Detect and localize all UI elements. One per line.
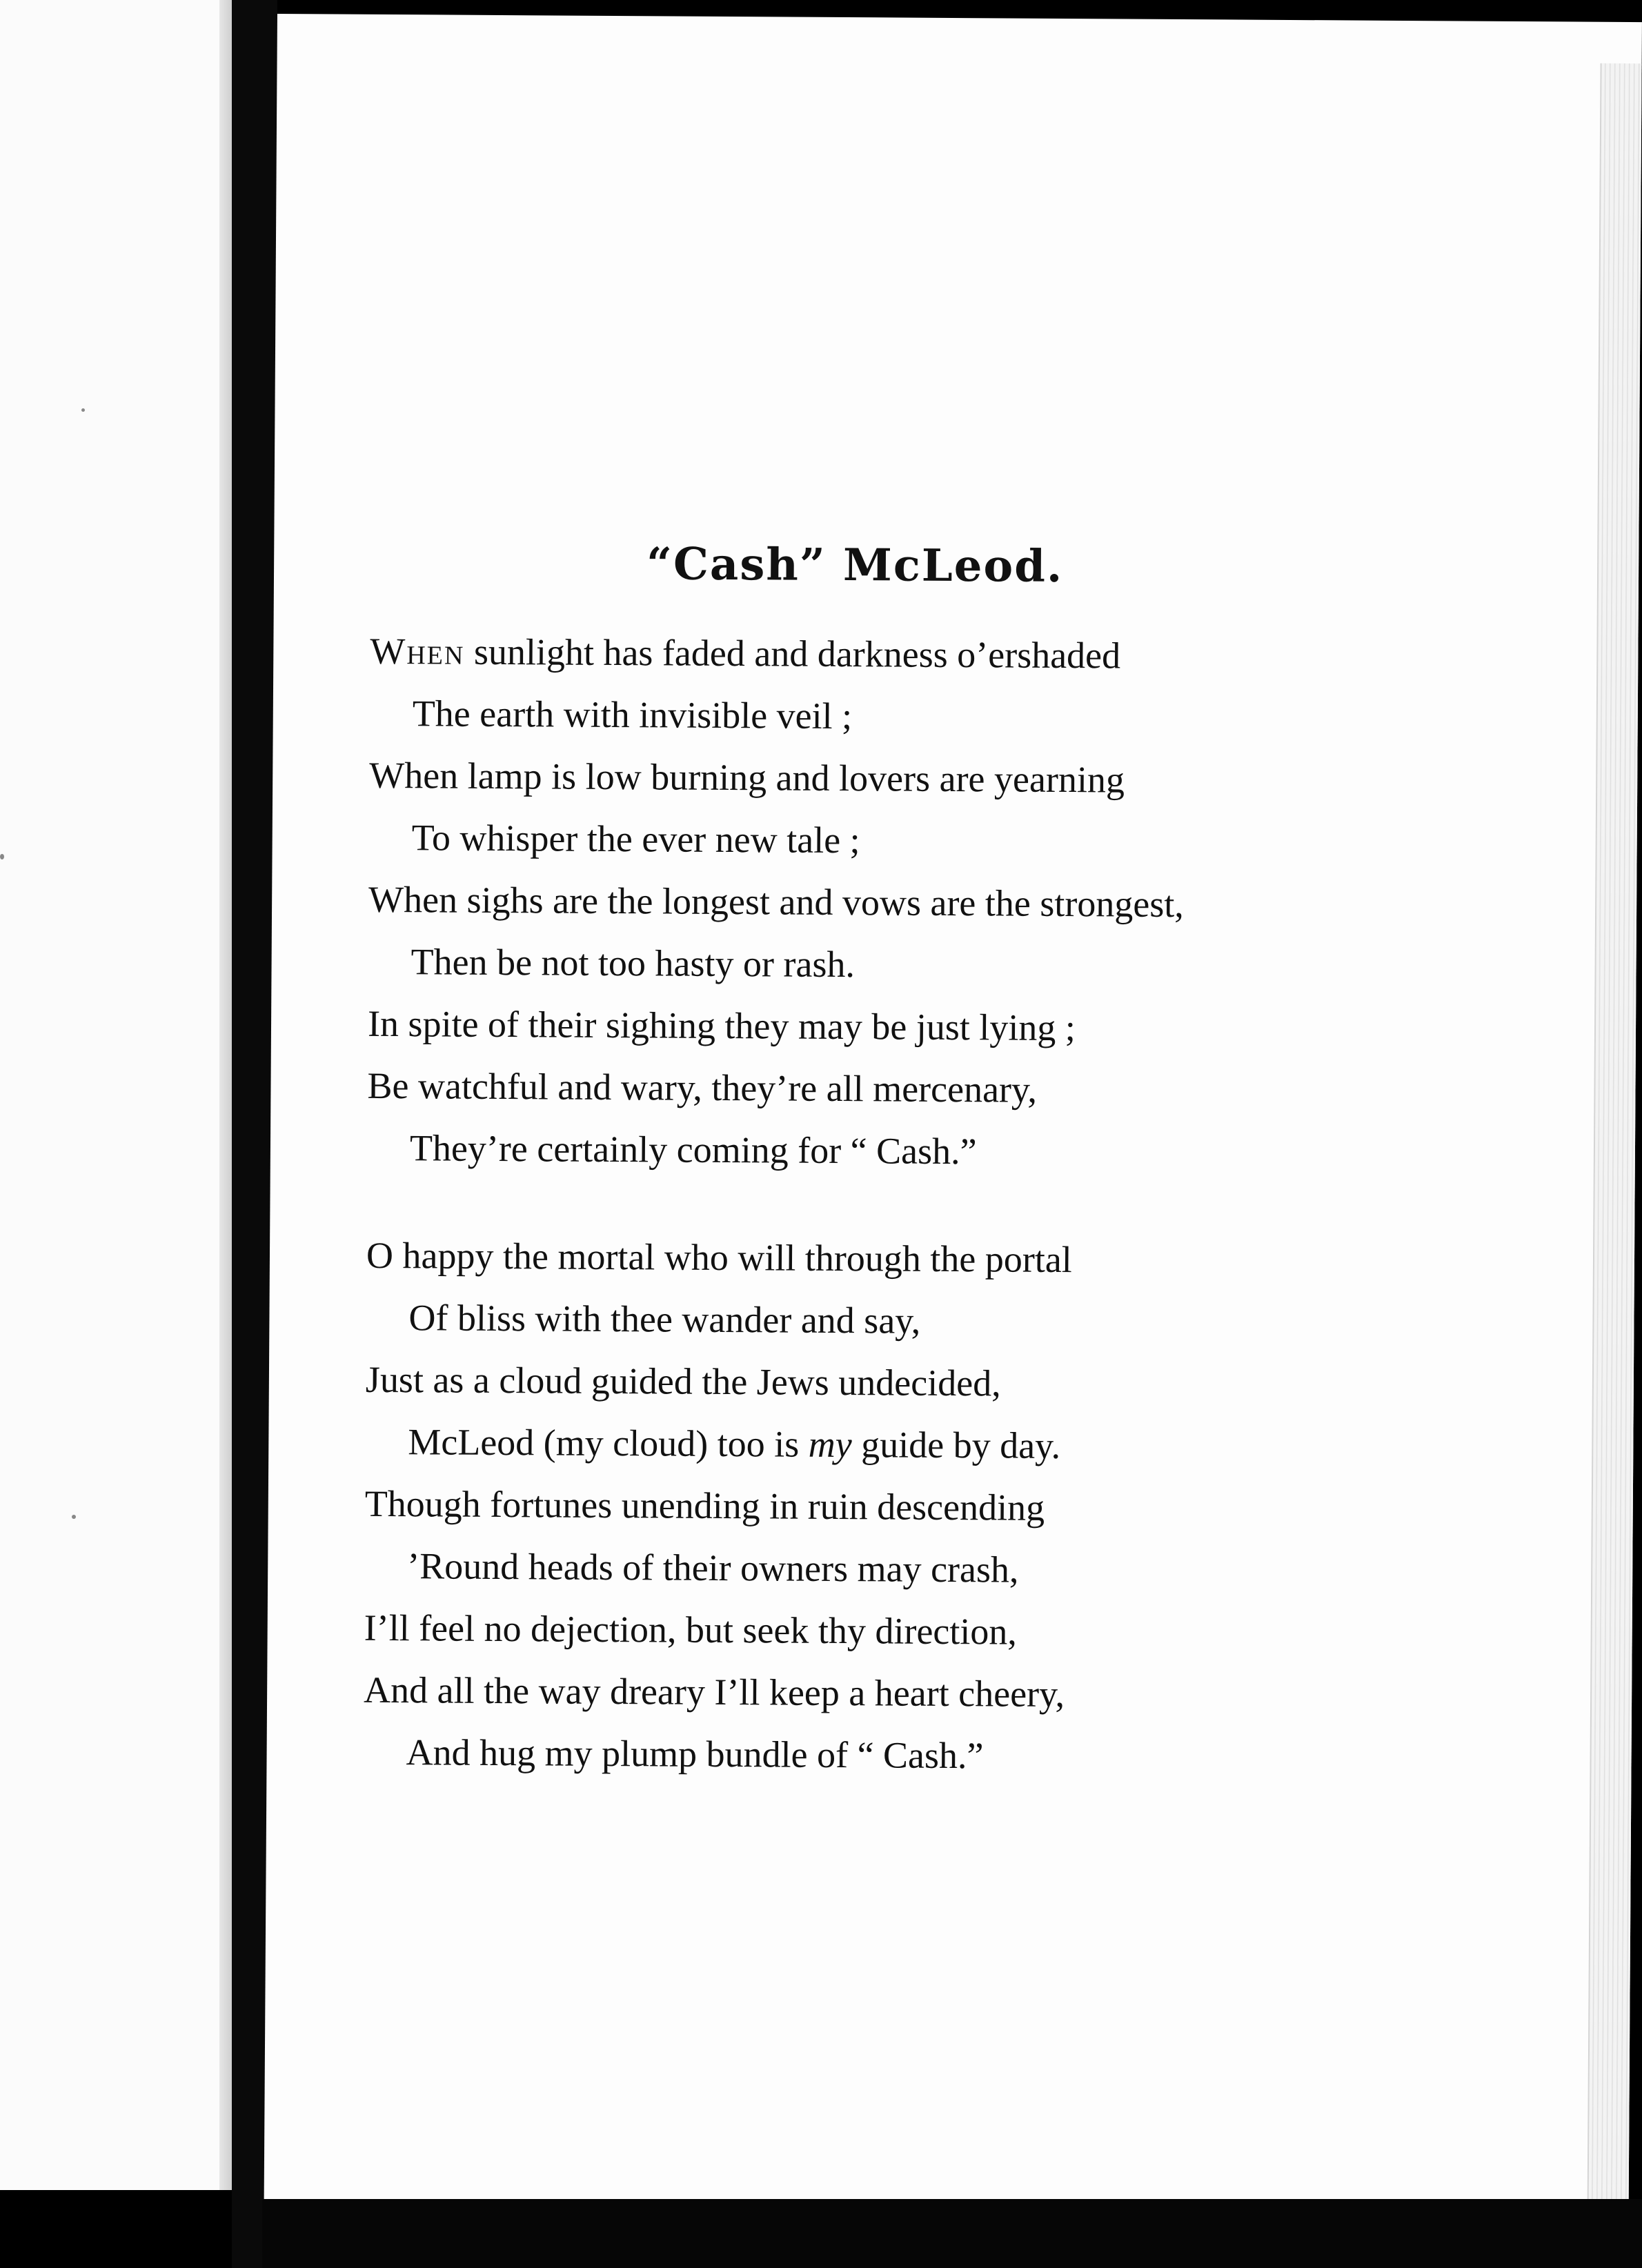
left-page [0, 0, 228, 2190]
poem-line: The earth with invisible veil ; [412, 693, 853, 737]
dust-speck [72, 1515, 76, 1519]
poem-line: And all the way dreary I’ll keep a heart cheery, [363, 1669, 1065, 1715]
line-text: guide by day. [851, 1424, 1061, 1466]
stanza-1 [367, 620, 1474, 1186]
stanza-2 [363, 1224, 1470, 1790]
poem-line: ’Round heads of their owners may crash, [407, 1545, 1019, 1591]
poem-line: When sighs are the longest and vows are the strongest, [368, 878, 1185, 926]
poem-line [365, 1411, 1470, 1480]
poem-line: Just as a cloud guided the Jews undecided, [365, 1358, 1001, 1404]
poem-line: In spite of their sighing they may be just lying ; [367, 1002, 1076, 1049]
right-page [264, 14, 1642, 2268]
poem-line: Though fortunes unending in ruin descending [364, 1482, 1045, 1529]
opening-word: When [370, 630, 465, 673]
poem-line: And hug my plump bundle of “ Cash.” [406, 1731, 984, 1777]
poem-line: Then be not too hasty or rash. [410, 941, 855, 986]
dust-speck [0, 854, 4, 859]
page-bottom-shadow [262, 2199, 1642, 2268]
page-edges [1587, 63, 1642, 2268]
poem-line: They’re certainly coming for “ Cash.” [409, 1127, 977, 1173]
line-text: McLeod (my cloud) too is [408, 1421, 809, 1465]
poem-line: I’ll feel no dejection, but seek thy direction, [364, 1606, 1018, 1653]
emphasized-word: my [808, 1423, 852, 1466]
poem-line: Be watchful and wary, they’re all mercenary, [367, 1064, 1038, 1111]
line-text: sunlight has faded and darkness o’ershaded [464, 630, 1121, 677]
poem-line: When lamp is low burning and lovers are yearning [369, 754, 1125, 801]
poem-line: To whisper the ever new tale ; [411, 817, 860, 862]
poem-title: “Cash” McLeod. [646, 538, 1064, 593]
dust-speck [81, 408, 85, 412]
left-page-edge [219, 0, 232, 2190]
poem-line: Of bliss with thee wander and say, [408, 1297, 921, 1342]
poem [363, 525, 1474, 1790]
poem-line [370, 620, 1474, 689]
poem-line: O happy the mortal who will through the portal [366, 1234, 1072, 1281]
